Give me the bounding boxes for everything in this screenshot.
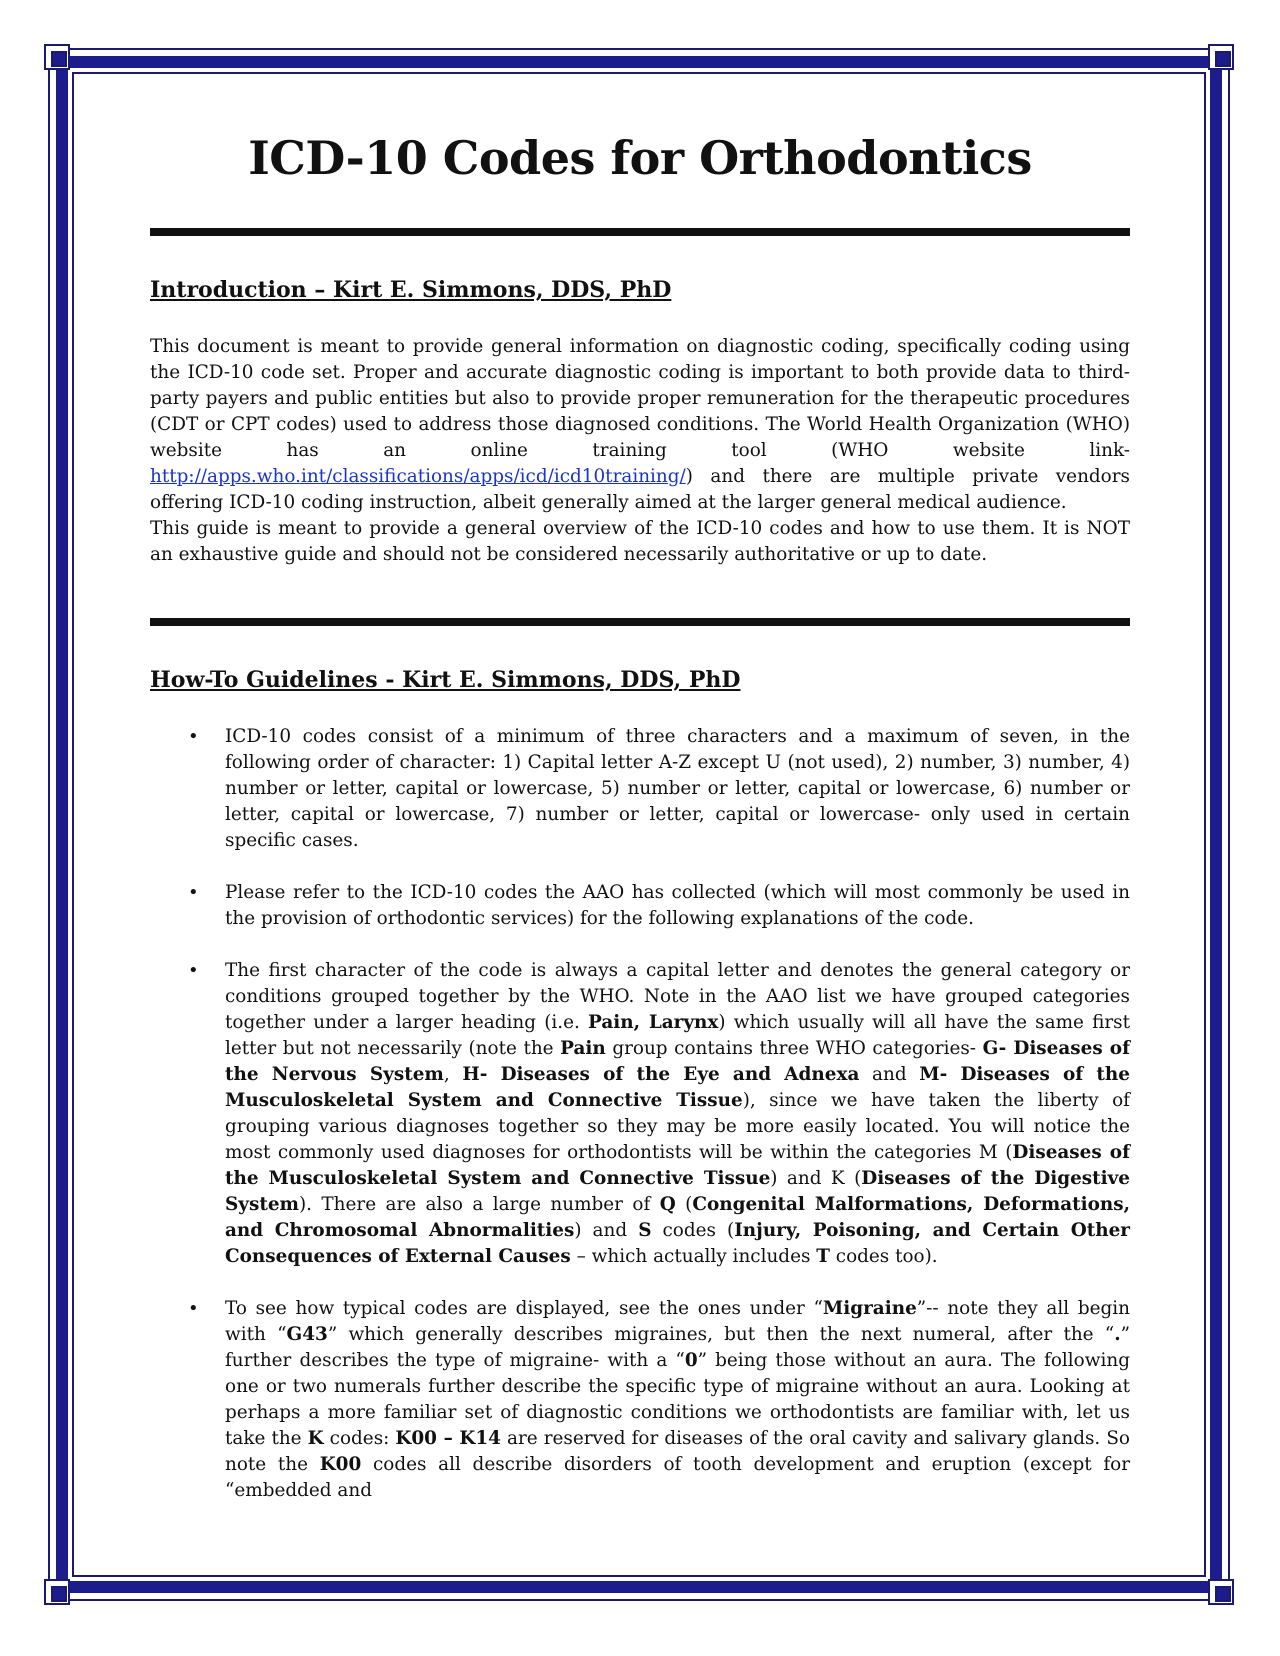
guideline-text: ICD-10 codes consist of a minimum of three characters and a maximum of seven, in the following order of character: 1) Capital letter A-Z except U (not used), 2) number, 3) number, 4) number or letter, capital or lowercase, 5) number or letter, capital or lowercase, 6) number or letter, capital or lowercase, 7) number or letter, capital or lowercase- only used in certain specific cases.: [225, 726, 1130, 851]
text-run: (: [675, 1194, 693, 1215]
bold-term: K00 – K14: [395, 1428, 501, 1449]
bold-term: .: [1114, 1324, 1121, 1345]
text-run: To see how typical codes are displayed, see the ones under “: [225, 1298, 823, 1319]
intro-text-before-link: This document is meant to provide general information on diagnostic coding, specifically coding using the ICD-10 code set. Proper and accurate diagnostic coding is important to both provide data to third-party payers and public entities but also to provide proper remuneration for the therapeutic procedures (CDT or CPT codes) used to address those diagnosed conditions. The World Health Organization (WHO) website has an online training tool (WHO website link-: [150, 336, 1130, 461]
bullet-icon: •: [188, 960, 199, 981]
text-run: ,: [443, 1064, 463, 1085]
list-item: [150, 724, 1130, 854]
howto-heading: How-To Guidelines - Kirt E. Simmons, DDS, PhD: [150, 667, 741, 693]
text-run: ” which generally describes migraines, but then the next numeral, after the “: [327, 1324, 1115, 1345]
text-run: – which actually includes: [570, 1246, 817, 1267]
document-title: ICD-10 Codes for Orthodontics: [248, 131, 1032, 185]
bold-term: G- Diseases of the Nervous System: [225, 1038, 1130, 1085]
section-divider: [150, 228, 1130, 236]
bold-term: K: [307, 1428, 324, 1449]
corner-ornament-top-left: [44, 44, 70, 70]
text-run: ” being those without an aura. The following one or two numerals further describe the specific type of migraine without an aura. Looking at perhaps a more familiar set of diagnostic conditions we orthodontists are familiar with, let us take the: [225, 1350, 1130, 1449]
text-run: ” further describes the type of migraine- with a “: [225, 1324, 1130, 1371]
bold-term: Pain, Larynx: [588, 1012, 719, 1033]
text-run: codes too).: [829, 1246, 938, 1267]
text-run: codes:: [323, 1428, 396, 1449]
bold-term: T: [816, 1246, 830, 1267]
guideline-text: [225, 958, 1130, 1270]
section-divider: [150, 618, 1130, 626]
guideline-text: Please refer to the ICD-10 codes the AAO has collected (which will most commonly be used in the provision of orthodontic services) for the following explanations of the code.: [225, 882, 1130, 929]
list-item: [150, 1296, 1130, 1504]
text-run: codes all describe disorders of tooth development and eruption (except for “embedded and: [225, 1454, 1130, 1501]
text-run: group contains three WHO categories-: [605, 1038, 983, 1059]
bold-term: S: [638, 1220, 652, 1241]
guideline-text: [225, 1296, 1130, 1504]
text-run: ) which usually will all have the same first letter but not necessarily (note the: [225, 1012, 1130, 1059]
bold-term: Pain: [560, 1038, 606, 1059]
text-run: ), since we have taken the liberty of grouping various diagnoses together so they may be more easily located. You will notice the most commonly used diagnoses for orthodontists will be within the categories M (: [225, 1090, 1130, 1163]
bullet-icon: •: [188, 1298, 199, 1319]
list-item: [150, 958, 1130, 1270]
document-body: [150, 130, 1130, 1530]
bold-term: Diseases of the Musculoskeletal System and Connective Tissue: [225, 1142, 1130, 1189]
intro-text-after-link: ) and there are multiple private vendors offering ICD-10 coding instruction, albeit generally aimed at the larger general medical audience.: [150, 466, 1130, 513]
bullet-icon: •: [188, 726, 199, 747]
text-run: ) and K (: [770, 1168, 862, 1189]
bold-term: M- Diseases of the Musculoskeletal System and Connective Tissue: [225, 1064, 1130, 1111]
text-run: The first character of the code is always a capital letter and denotes the general category or conditions grouped together by the WHO. Note in the AAO list we have grouped categories together under a larger heading (i.e.: [225, 960, 1130, 1033]
bold-term: 0: [684, 1350, 698, 1371]
guidelines-list: [150, 724, 1130, 1504]
intro-paragraph-1: [150, 334, 1130, 516]
bold-term: Congenital Malformations, Deformations, and Chromosomal Abnormalities: [225, 1194, 1130, 1241]
corner-ornament-top-right: [1208, 44, 1234, 70]
text-run: and: [859, 1064, 920, 1085]
text-run: are reserved for diseases of the oral cavity and salivary glands. So note the: [225, 1428, 1130, 1475]
who-training-link[interactable]: http://apps.who.int/classifications/apps/icd/icd10training/: [150, 466, 686, 487]
intro-paragraph-2: This guide is meant to provide a general overview of the ICD-10 codes and how to use them. It is NOT an exhaustive guide and should not be considered necessarily authoritative or up to date.: [150, 518, 1130, 565]
bold-term: H- Diseases of the Eye and Adnexa: [462, 1064, 860, 1085]
bullet-icon: •: [188, 882, 199, 903]
bold-term: Q: [659, 1194, 676, 1215]
bold-term: Injury, Poisoning, and Certain Other Consequences of External Causes: [225, 1220, 1130, 1267]
corner-ornament-bottom-right: [1208, 1579, 1234, 1605]
text-run: ). There are also a large number of: [298, 1194, 660, 1215]
bold-term: Migraine: [822, 1298, 917, 1319]
bold-term: K00: [319, 1454, 362, 1475]
text-run: ) and: [574, 1220, 639, 1241]
text-run: ”-- note they all begin with “: [225, 1298, 1131, 1345]
bold-term: Diseases of the Digestive System: [225, 1168, 1130, 1215]
text-run: codes (: [651, 1220, 735, 1241]
intro-heading: Introduction – Kirt E. Simmons, DDS, PhD: [150, 277, 672, 303]
list-item: [150, 880, 1130, 932]
bold-term: G43: [286, 1324, 328, 1345]
corner-ornament-bottom-left: [44, 1579, 70, 1605]
